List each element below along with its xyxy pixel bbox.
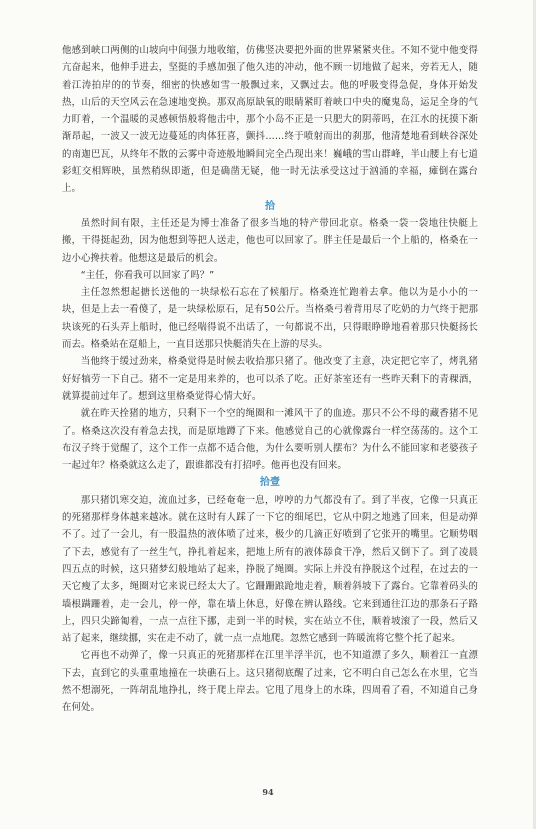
paragraph: 他感到峡口两侧的山坡向中间强力地收缩，仿佛竖决要把外面的世界紧紧夹住。不知不觉中他变得亢奋起来，他伸手进去，坚挺的手感加强了他久违的冲动，他不顾一切地做了起来，旁若无人，随着江涛拍岸的的节奏，细密的快感如雪一般飘过来，又飘过去。他的呼吸变得急促，身体开始发热，山后的天空风云在急速地变换。那双高原缺氧的眼睛紧盯着峡口中央的魔鬼岛，运足全身的气力盯着，一个温暖的灵感顿悟般将他击中，那个小岛不正是一只肥大的阴蒂吗，在江水的抚摸下渐渐昂起，一波又一波无边蔓延的肉体狂喜，颤抖……终于喷射而出的刹那，他清楚地看到峡谷深处的南迦巴瓦，从终年不散的云雾中奇迹般地瞬间完全凸现出来！巍峨的雪山群峰，半山腰上有七道彩虹交相辉映，虽然稍纵即逝，但是确凿无疑，他一时无法承受这过于汹涌的幸福，瘫倒在露台上。: [62, 45, 478, 195]
section-heading: 拾壹: [259, 477, 281, 489]
paragraph: 主任忽然想起搪长送他的一块绿松石忘在了候船厅。格桑连忙跑着去拿。他以为是小小的一块，但是上去一看傻了，是一块绿松原石，足有50公斤。当格桑弓着背用尽了吃奶的力气终于把那块该死的石头弄上船时，他已经喘得说不出话了，一句都说不出，只得眼睁睁地看着那只快艇扬长而去。格桑站在趸船上，一直目送那只快艇消失在上游的尽头。: [62, 287, 478, 351]
body-text: [62, 42, 478, 717]
paragraph: 当他终于缓过劲来，格桑觉得是时候去收拾那只猪了。他改变了主意，决定把它宰了，烤乳猪好好犒劳一下自己。猪不一定是用来养的，也可以杀了吃。正好茶室还有一些昨天剩下的青稞酒，就算提前过年了。想到这里格桑觉得心情大好。: [62, 356, 478, 402]
paragraph: 虽然时间有限，主任还是为博士准备了很多当地的特产带回北京。格桑一袋一袋地往快艇上搬，干得挺起劲，因为他想到等把人送走，他也可以回家了。胖主任是最后一个上船的，格桑在一边小心搀扶着。他想这是最后的机会。: [62, 217, 478, 264]
section-heading: 拾: [264, 200, 276, 212]
paragraph: 就在昨天拴猪的地方，只剩下一个空的绳圈和一滩风干了的血迹。那只不公不母的藏香猪不见了。格桑这次没有着急去找，而是原地蹲了下来。他感觉自己的心就像露台一样空荡荡的。这个工布汉子终于觉醒了，这个工作一点都不适合他，为什么要听别人摆布？为什么不能回家和老婆孩子一起过年？格桑就这么走了，跟谁都没有打招呼。他再也没有回来。: [62, 408, 478, 472]
paragraph: “主任，你看我可以回家了吗？”: [80, 269, 215, 281]
paragraph: 它再也不动弹了，像一只真正的死猪那样在江里半浮半沉，也不知道漂了多久，顺着江一直漂下去，直到它的头重重地撞在一块礁石上。这只猪彻底醒了过来，它不明白自己怎么在水里，它当然不想溺死，一阵胡乱地挣扎，终于爬上岸去。它甩了甩身上的水珠，四周看了看，不知道自己身在何处。: [62, 650, 478, 714]
paragraph: 那只猪饥寒交迫，流血过多，已经奄奄一息，哼哼的力气都没有了。到了半夜，它像一只真正的死猪那样身体越来越冰。就在这时有人踩了一下它的细尾巴，它从中阴之地逃了回来，但是动弹不了。过了一会儿，有一股温热的液体喷了过来，极少的几滴正好喷到了它张开的嘴里。它顺势咽了下去，感觉有了一丝生气，挣扎着起来，把地上所有的液体舔食干净，然后又倒下了。到了凌晨四五点的时候，这只猪梦幻般地站了起来，挣脱了绳圈。实际上并没有挣脱这个过程，在过去的一天它瘦了太多，绳圈对它来说已经太大了。它跚跚踉跄地走着，顺着斜坡下了露台。它靠着码头的墙根蹒跚着，走一会儿，停一停，靠在墙上休息，好像在辨认路线。它来到通往江边的那条石子路上，四只尖蹄匍着，一点一点往下挪，走到一半的时候，实在站立不住，顺着坡滚了一段，然后又站了起来，继续挪，实在走不动了，就一点一点地爬。忽然它感到一阵暖流将它整个托了起来。: [62, 494, 478, 645]
page-number: 94: [262, 787, 274, 797]
